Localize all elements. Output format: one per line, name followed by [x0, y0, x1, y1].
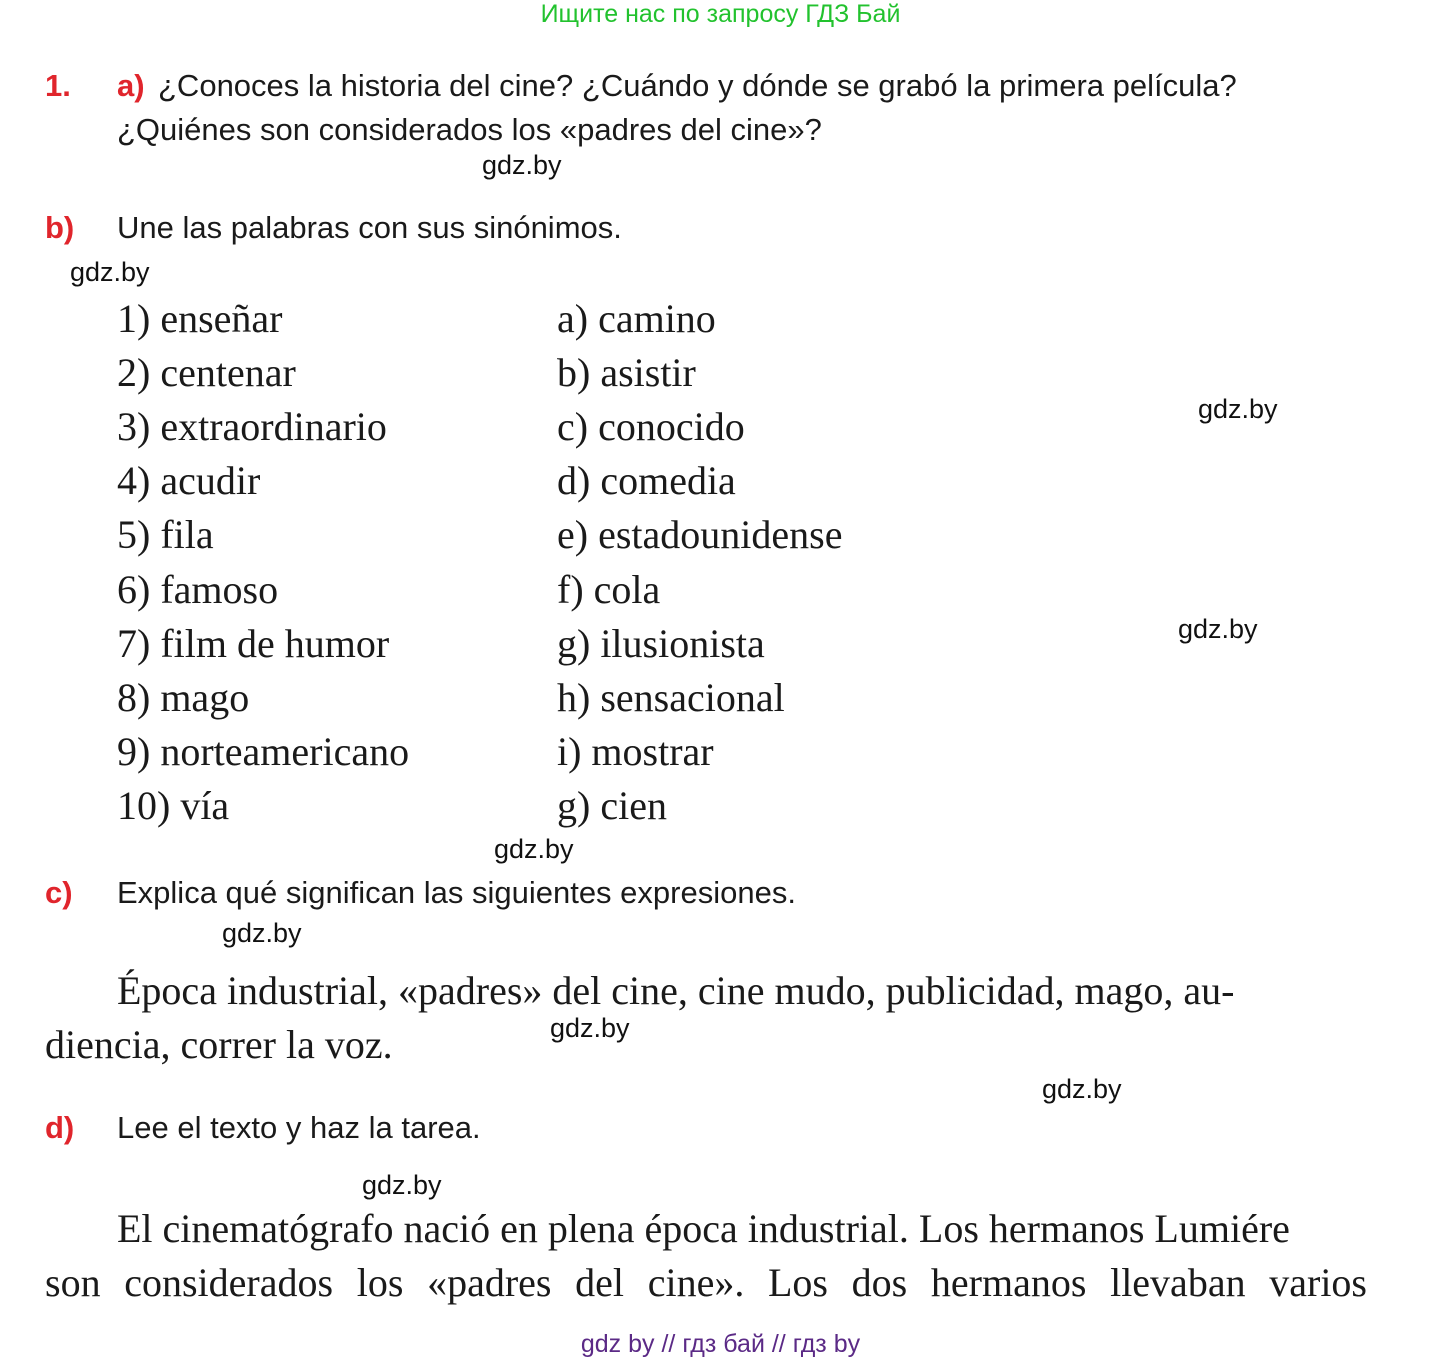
section-c-instruction: Explica qué significan las siguientes expresiones. [117, 875, 796, 910]
section-d-text-line-2: son considerados los «padres del cine». Los dos hermanos llevaban varios [45, 1260, 1367, 1305]
section-c-expressions-line-2: diencia, correr la voz. [45, 1022, 393, 1067]
right-word-item: b) asistir [557, 350, 696, 395]
watermark: gdz.by [1178, 614, 1258, 644]
left-word-item: 4) acudir [117, 458, 261, 503]
left-word-item: 6) famoso [117, 567, 279, 612]
right-word-item: a) camino [557, 296, 716, 341]
watermark: gdz.by [550, 1013, 630, 1043]
right-word-item: g) ilusionista [557, 621, 765, 666]
right-word-item: h) sensacional [557, 675, 785, 720]
watermark: gdz.by [482, 150, 562, 180]
exercise-number: 1. [45, 68, 71, 103]
section-c-label: c) [45, 875, 73, 910]
section-c-expressions-line-1: Época industrial, «padres» del cine, cine mudo, publicidad, mago, au- [117, 968, 1235, 1013]
left-word-item: 7) film de humor [117, 621, 390, 666]
watermark: gdz.by [70, 257, 150, 287]
section-d-instruction: Lee el texto y haz la tarea. [117, 1110, 481, 1145]
right-word-item: e) estadounidense [557, 512, 843, 557]
left-word-item: 1) enseñar [117, 296, 283, 341]
left-word-item: 3) extraordinario [117, 404, 387, 449]
section-b-instruction: Une las palabras con sus sinónimos. [117, 210, 622, 245]
left-word-item: 8) mago [117, 675, 250, 720]
section-a-label: a) [117, 68, 145, 103]
right-word-item: d) comedia [557, 458, 736, 503]
watermark: gdz.by [222, 918, 302, 948]
section-a-question-2: ¿Quiénes son considerados los «padres del cine»? [117, 112, 822, 147]
section-d-label: d) [45, 1110, 75, 1145]
watermark: gdz.by [494, 834, 574, 864]
right-word-item: f) cola [557, 567, 661, 612]
top-banner: Ищите нас по запросу ГДЗ Бай [540, 0, 901, 28]
left-word-item: 2) centenar [117, 350, 296, 395]
section-d-text-line-1: El cinematógrafo nació en plena época industrial. Los hermanos Lumiére [117, 1206, 1290, 1251]
section-b-label: b) [45, 210, 75, 245]
right-word-item: c) conocido [557, 404, 745, 449]
watermark: gdz.by [362, 1170, 442, 1200]
right-word-item: g) cien [557, 783, 667, 828]
watermark: gdz.by [1042, 1074, 1122, 1104]
right-word-item: i) mostrar [557, 729, 714, 774]
left-word-item: 5) fila [117, 512, 214, 557]
section-a-question-1: ¿Conoces la historia del cine? ¿Cuándo y dónde se grabó la primera película? [158, 68, 1237, 103]
left-word-item: 10) vía [117, 783, 230, 828]
watermark: gdz.by [1198, 394, 1278, 424]
left-word-item: 9) norteamericano [117, 729, 410, 774]
footer-watermark: gdz by // гдз бай // гдз by [580, 1330, 861, 1358]
